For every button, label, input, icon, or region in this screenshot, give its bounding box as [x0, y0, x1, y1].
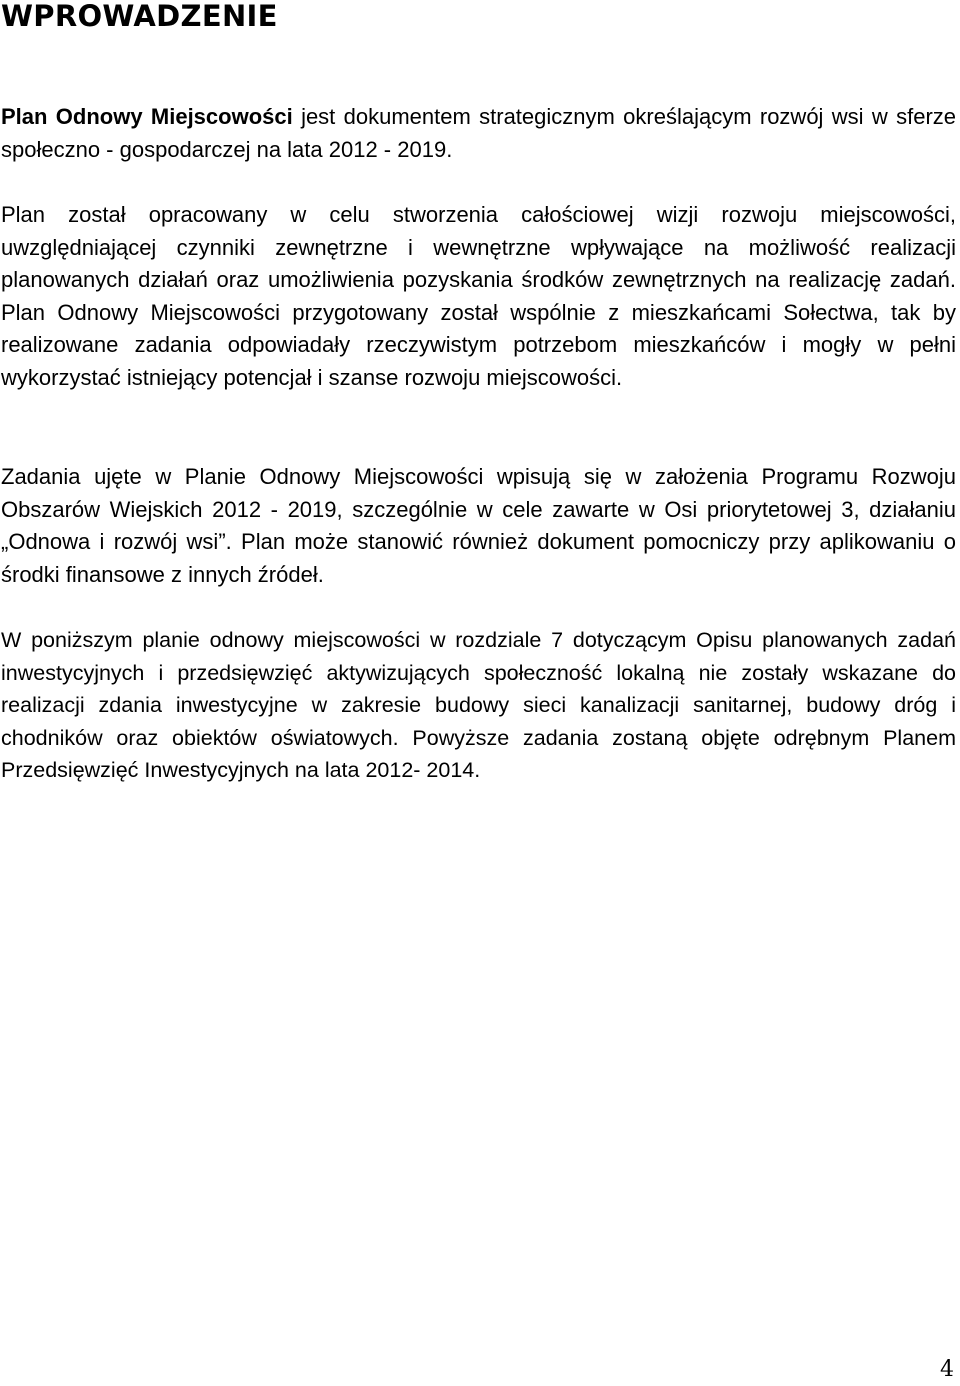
intro-paragraph-text: jest dokumentem strategicznym określającym rozwój wsi w sferze społeczno - gospodarczej na lata 2012 - 2019. [1, 104, 957, 162]
investment-paragraph: W poniższym planie odnowy miejscowości w rozdziale 7 dotyczącym Opisu planowanych zadań inwestycyjnych i przedsięwzięć aktywizujących społeczność lokalną nie zostały wskazane do realizacji zdania inwestycyjne w zakresie budowy sieci kanalizacji sanitarnej, budowy dróg i chodników oraz obiektów oświatowych. Powyższe zadania zostaną objęte odrębnym Planem Przedsięwzięć Inwestycyjnych na lata 2012- 2014. [1, 628, 956, 782]
page-number: 4 [940, 1357, 954, 1382]
program-paragraph: Zadania ujęte w Planie Odnowy Miejscowości wpisują się w założenia Programu Rozwoju Obszarów Wiejskich 2012 - 2019, szczególnie w cele zawarte w Osi priorytetowej 3, działaniu „Odnowa i rozwój wsi”. Plan może stanowić również dokument pomocniczy przy aplikowaniu o środki finansowe z innych źródeł. [1, 464, 956, 587]
purpose-paragraph: Plan został opracowany w celu stworzenia całościowej wizji rozwoju miejscowości, uwzględniającej czynniki zewnętrzne i wewnętrzne wpływające na możliwość realizacji planowanych działań oraz umożliwienia pozyskania środków zewnętrznych na realizację zadań. Plan Odnowy Miejscowości przygotowany został wspólnie z mieszkańcami Sołectwa, tak by realizowane zadania odpowiadały rzeczywistym potrzebom mieszkańców i mogły w pełni wykorzystać istniejący potencjał i szanse rozwoju miejscowości. [1, 202, 956, 390]
section-heading: WPROWADZENIE [1, 0, 278, 33]
plan-name-bold: Plan Odnowy Miejscowości [1, 104, 293, 129]
intro-paragraph [1, 101, 956, 166]
